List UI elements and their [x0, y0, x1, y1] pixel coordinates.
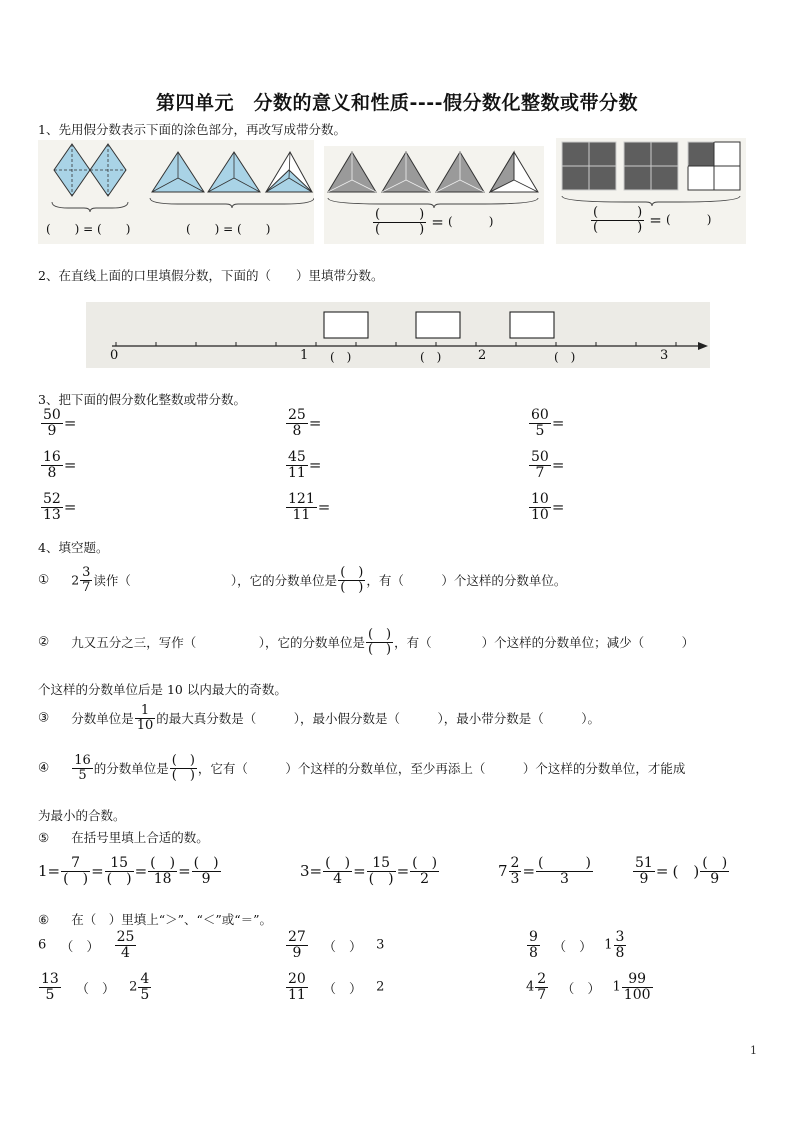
compare-item: [526, 930, 627, 960]
compare-blank[interactable]: （ ）: [561, 981, 601, 997]
denominator: 11: [292, 506, 311, 523]
arrow-icon: [698, 342, 708, 350]
numerator: 9: [529, 929, 538, 945]
numerator: 50: [531, 449, 549, 465]
tick-label-1: 1: [300, 348, 309, 363]
denominator: 5: [140, 986, 150, 1003]
denominator: 4: [333, 870, 343, 887]
equals-sign: =: [63, 498, 77, 517]
denominator: 11: [288, 986, 306, 1003]
blank-denominator[interactable]: ( ): [63, 870, 89, 887]
equals-sign: =: [431, 213, 444, 232]
denominator: 13: [43, 506, 61, 523]
blank-numerator[interactable]: ( ): [412, 855, 438, 871]
q4-4-text-c: 为最小的合数。: [38, 808, 126, 823]
item-number: ①: [38, 571, 50, 587]
equation-lead: 3=: [300, 862, 323, 881]
denominator: 9: [47, 422, 57, 439]
equation-lead: 1=: [38, 862, 61, 881]
numerator: 16: [43, 449, 61, 465]
q5-equation-2: 3= $\frac{( )}{4}$ = $\frac{15}{( )}$ = $\frac{( )}{2}$: [300, 855, 438, 887]
numerator: 1: [135, 704, 156, 719]
q4-part-1: [38, 566, 566, 594]
answer-box: [324, 312, 368, 338]
mixed-whole: 2: [129, 979, 138, 995]
numerator: 10: [531, 491, 549, 507]
denominator: 9: [201, 870, 211, 887]
paren-blank[interactable]: ( ): [554, 350, 576, 364]
answer-blank[interactable]: ( ): [666, 212, 712, 227]
q3-item: [40, 492, 76, 522]
compare-item: [285, 930, 384, 960]
answer-blank[interactable]: ( ): [448, 214, 494, 229]
tick-label-2: 2: [478, 348, 487, 363]
q3-item: [285, 450, 321, 480]
mixed-whole: 2: [71, 572, 80, 588]
denominator: 9: [639, 870, 649, 887]
q1-picture-squares: [556, 138, 746, 244]
equals-sign: =: [317, 498, 331, 517]
equals-sign: =: [308, 456, 322, 475]
q4-part-6: [38, 910, 272, 928]
compare-blank[interactable]: （ ）: [322, 981, 362, 997]
denominator: 5: [78, 767, 87, 783]
compare-right: 2: [376, 979, 385, 995]
blank-numerator[interactable]: ( ): [193, 855, 219, 871]
numerator: 20: [288, 971, 306, 987]
q5-equation-3: 7 $\frac{2}{3}$ = $\frac{( )}{3}$: [498, 855, 591, 887]
blank-numerator[interactable]: ( ): [150, 855, 176, 871]
numerator: 3: [82, 565, 91, 580]
numerator: 2: [537, 971, 547, 987]
q3-item: [528, 450, 564, 480]
numerator: 2: [510, 855, 520, 871]
compare-blank[interactable]: （ ）: [75, 981, 115, 997]
q4-part-2: [38, 628, 694, 656]
denominator: 8: [292, 422, 302, 439]
q4-1-text-a: 读作（ ），它的分数单位是: [93, 573, 338, 589]
q1-answer-blank-b[interactable]: ( ) = ( ): [186, 222, 271, 236]
numerator: 99: [622, 972, 653, 988]
blank-numerator[interactable]: ( ): [538, 855, 591, 871]
equals-sign: =: [551, 456, 565, 475]
mixed-whole: 1: [604, 937, 613, 953]
q5-equation-4: $\frac{51}{9}$ = ( ) $\frac{( )}{9}$: [635, 855, 728, 887]
q4-4-text-b: ，它有（ ）个这样的分数单位，至少再添上（ ）个这样的分数单位，才能成: [197, 761, 686, 777]
denominator: 3: [510, 870, 520, 887]
denominator: 2: [420, 870, 430, 887]
denominator: 7: [535, 464, 545, 481]
compare-blank[interactable]: （ ）: [322, 939, 362, 955]
equals-sign: =: [308, 414, 322, 433]
numerator: 60: [531, 407, 549, 423]
q3-item: [285, 492, 330, 522]
denominator: 100: [623, 986, 651, 1003]
q4-6-text: 在（ ）里填上“＞”、“＜”或“＝”。: [71, 912, 273, 927]
item-number: ④: [38, 759, 50, 775]
question-3-text: 3、把下面的假分数化整数或带分数。: [38, 392, 246, 407]
answer-box: [416, 312, 460, 338]
compare-item: [526, 972, 654, 1002]
numerator: 7: [61, 856, 90, 872]
equals-sign: =: [63, 414, 77, 433]
q4-2-text-c: 个这样的分数单位后是 10 以内最大的奇数。: [38, 682, 287, 697]
compare-item: [38, 972, 152, 1002]
numerator: 50: [43, 407, 61, 423]
item-number: ③: [38, 709, 50, 725]
q4-1-text-b: ，有（ ）个这样的分数单位。: [366, 573, 567, 589]
compare-blank[interactable]: （ ）: [553, 939, 593, 955]
q5-equation-1: 1= $\frac{7}{( )}$ = $\frac{15}{( )}$ = $\frac{( )}{18}$ = $\frac{( )}{9}$: [38, 855, 219, 887]
tick-label-0: 0: [110, 348, 119, 363]
denominator: 7: [537, 986, 547, 1003]
paren-blank[interactable]: ( ): [420, 350, 442, 364]
equals-sign: =: [63, 456, 77, 475]
equals-sign: =: [551, 498, 565, 517]
blank-denominator[interactable]: ( ): [106, 870, 132, 887]
blank-whole[interactable]: ( ): [672, 862, 700, 881]
q4-part-5: [38, 828, 209, 846]
fraction-denominator-blank[interactable]: ( ): [593, 219, 643, 235]
q1-picture-blue: [38, 140, 314, 244]
mixed-whole: 7: [498, 862, 508, 881]
tick-label-3: 3: [660, 348, 669, 363]
q3-item: [285, 408, 321, 438]
denominator: 8: [615, 944, 625, 961]
q4-2-text-a: 九又五分之三，写作（ ），它的分数单位是: [71, 635, 365, 651]
q1-fraction-blank-c: [372, 208, 493, 236]
compare-blank[interactable]: （ ）: [60, 939, 100, 955]
numerator: 25: [288, 407, 306, 423]
q1-picture-gray: [324, 146, 544, 244]
denominator: 10: [531, 506, 549, 523]
page-title: 第四单元 分数的意义和性质----假分数化整数或带分数: [155, 92, 639, 114]
q3-item: [40, 408, 76, 438]
answer-box: [510, 312, 554, 338]
denominator: 4: [121, 944, 130, 961]
q4-3-text-a: 分数单位是: [71, 711, 134, 727]
compare-item: [285, 972, 384, 1002]
q3-item: [528, 492, 564, 522]
q3-item: [528, 408, 564, 438]
blank-denominator[interactable]: ( ): [171, 767, 195, 783]
denominator: 11: [288, 464, 306, 481]
page-number: 1: [750, 1044, 757, 1057]
numerator: 51: [635, 855, 653, 871]
denominator: 10: [136, 717, 154, 733]
denominator: 8: [529, 944, 538, 961]
item-number: ⑥: [38, 912, 50, 927]
numerator: 15: [105, 856, 134, 872]
q4-4-text-a: 的分数单位是: [93, 761, 169, 777]
blank-numerator[interactable]: ( ): [367, 627, 392, 642]
denominator: 8: [47, 464, 57, 481]
blank-numerator[interactable]: ( ): [171, 753, 195, 768]
numerator: 4: [140, 971, 150, 987]
numerator: 25: [116, 929, 135, 945]
numerator: 13: [41, 971, 59, 987]
blank-denominator[interactable]: ( ): [368, 870, 394, 887]
q4-3-text-b: 的最大真分数是（ ），最小假分数是（ ），最小带分数是（ ）。: [156, 711, 601, 727]
denominator: 3: [560, 870, 569, 887]
compare-item: [38, 930, 137, 960]
blank-denominator[interactable]: ( ): [340, 579, 364, 595]
numerator: 3: [615, 929, 625, 945]
q3-item: [40, 450, 76, 480]
q4-2-text-b: ，有（ ）个这样的分数单位；减少（ ）: [394, 635, 695, 651]
number-line-figure: [86, 302, 710, 368]
fraction-numerator-blank[interactable]: ( ): [375, 207, 425, 222]
blank-denominator[interactable]: ( ): [367, 641, 392, 657]
equals-sign: =: [649, 211, 662, 230]
blank-numerator[interactable]: ( ): [702, 855, 728, 871]
question-2-text: 2、在直线上面的口里填假分数，下面的（ ）里填带分数。: [38, 268, 384, 283]
item-number: ②: [38, 633, 50, 649]
paren-blank[interactable]: ( ): [330, 350, 352, 364]
mixed-whole: 1: [612, 979, 621, 995]
denominator: 18: [153, 870, 172, 887]
question-4-text: 4、填空题。: [38, 540, 109, 555]
item-number: ⑤: [38, 830, 50, 845]
mixed-whole: 4: [526, 979, 535, 995]
q4-part-4: [38, 754, 685, 782]
fraction-denominator-blank[interactable]: ( ): [375, 221, 425, 237]
blank-numerator[interactable]: ( ): [325, 855, 351, 871]
compare-left: 6: [38, 937, 47, 953]
q4-part-3: [38, 704, 600, 732]
q1-fraction-blank-d: [590, 206, 711, 234]
denominator: 9: [710, 870, 720, 887]
compare-right: 3: [376, 937, 385, 953]
numerator: 15: [367, 856, 396, 872]
number-line-svg: [86, 302, 710, 368]
equals-sign: =: [551, 414, 565, 433]
fraction-numerator-blank[interactable]: ( ): [593, 205, 643, 220]
q1-answer-blank-a[interactable]: ( ) = ( ): [46, 222, 131, 236]
numerator: 27: [288, 929, 306, 945]
denominator: 5: [535, 422, 545, 439]
numerator: 52: [43, 491, 61, 507]
numerator: 121: [288, 491, 315, 507]
blank-numerator[interactable]: ( ): [340, 565, 364, 580]
denominator: 7: [82, 579, 91, 595]
question-1-text: 1、先用假分数表示下面的涂色部分，再改写成带分数。: [38, 122, 346, 137]
denominator: 5: [45, 986, 55, 1003]
q4-5-text: 在括号里填上合适的数。: [71, 830, 209, 845]
denominator: 9: [292, 944, 302, 961]
numerator: 45: [288, 449, 306, 465]
numerator: 16: [74, 753, 91, 768]
